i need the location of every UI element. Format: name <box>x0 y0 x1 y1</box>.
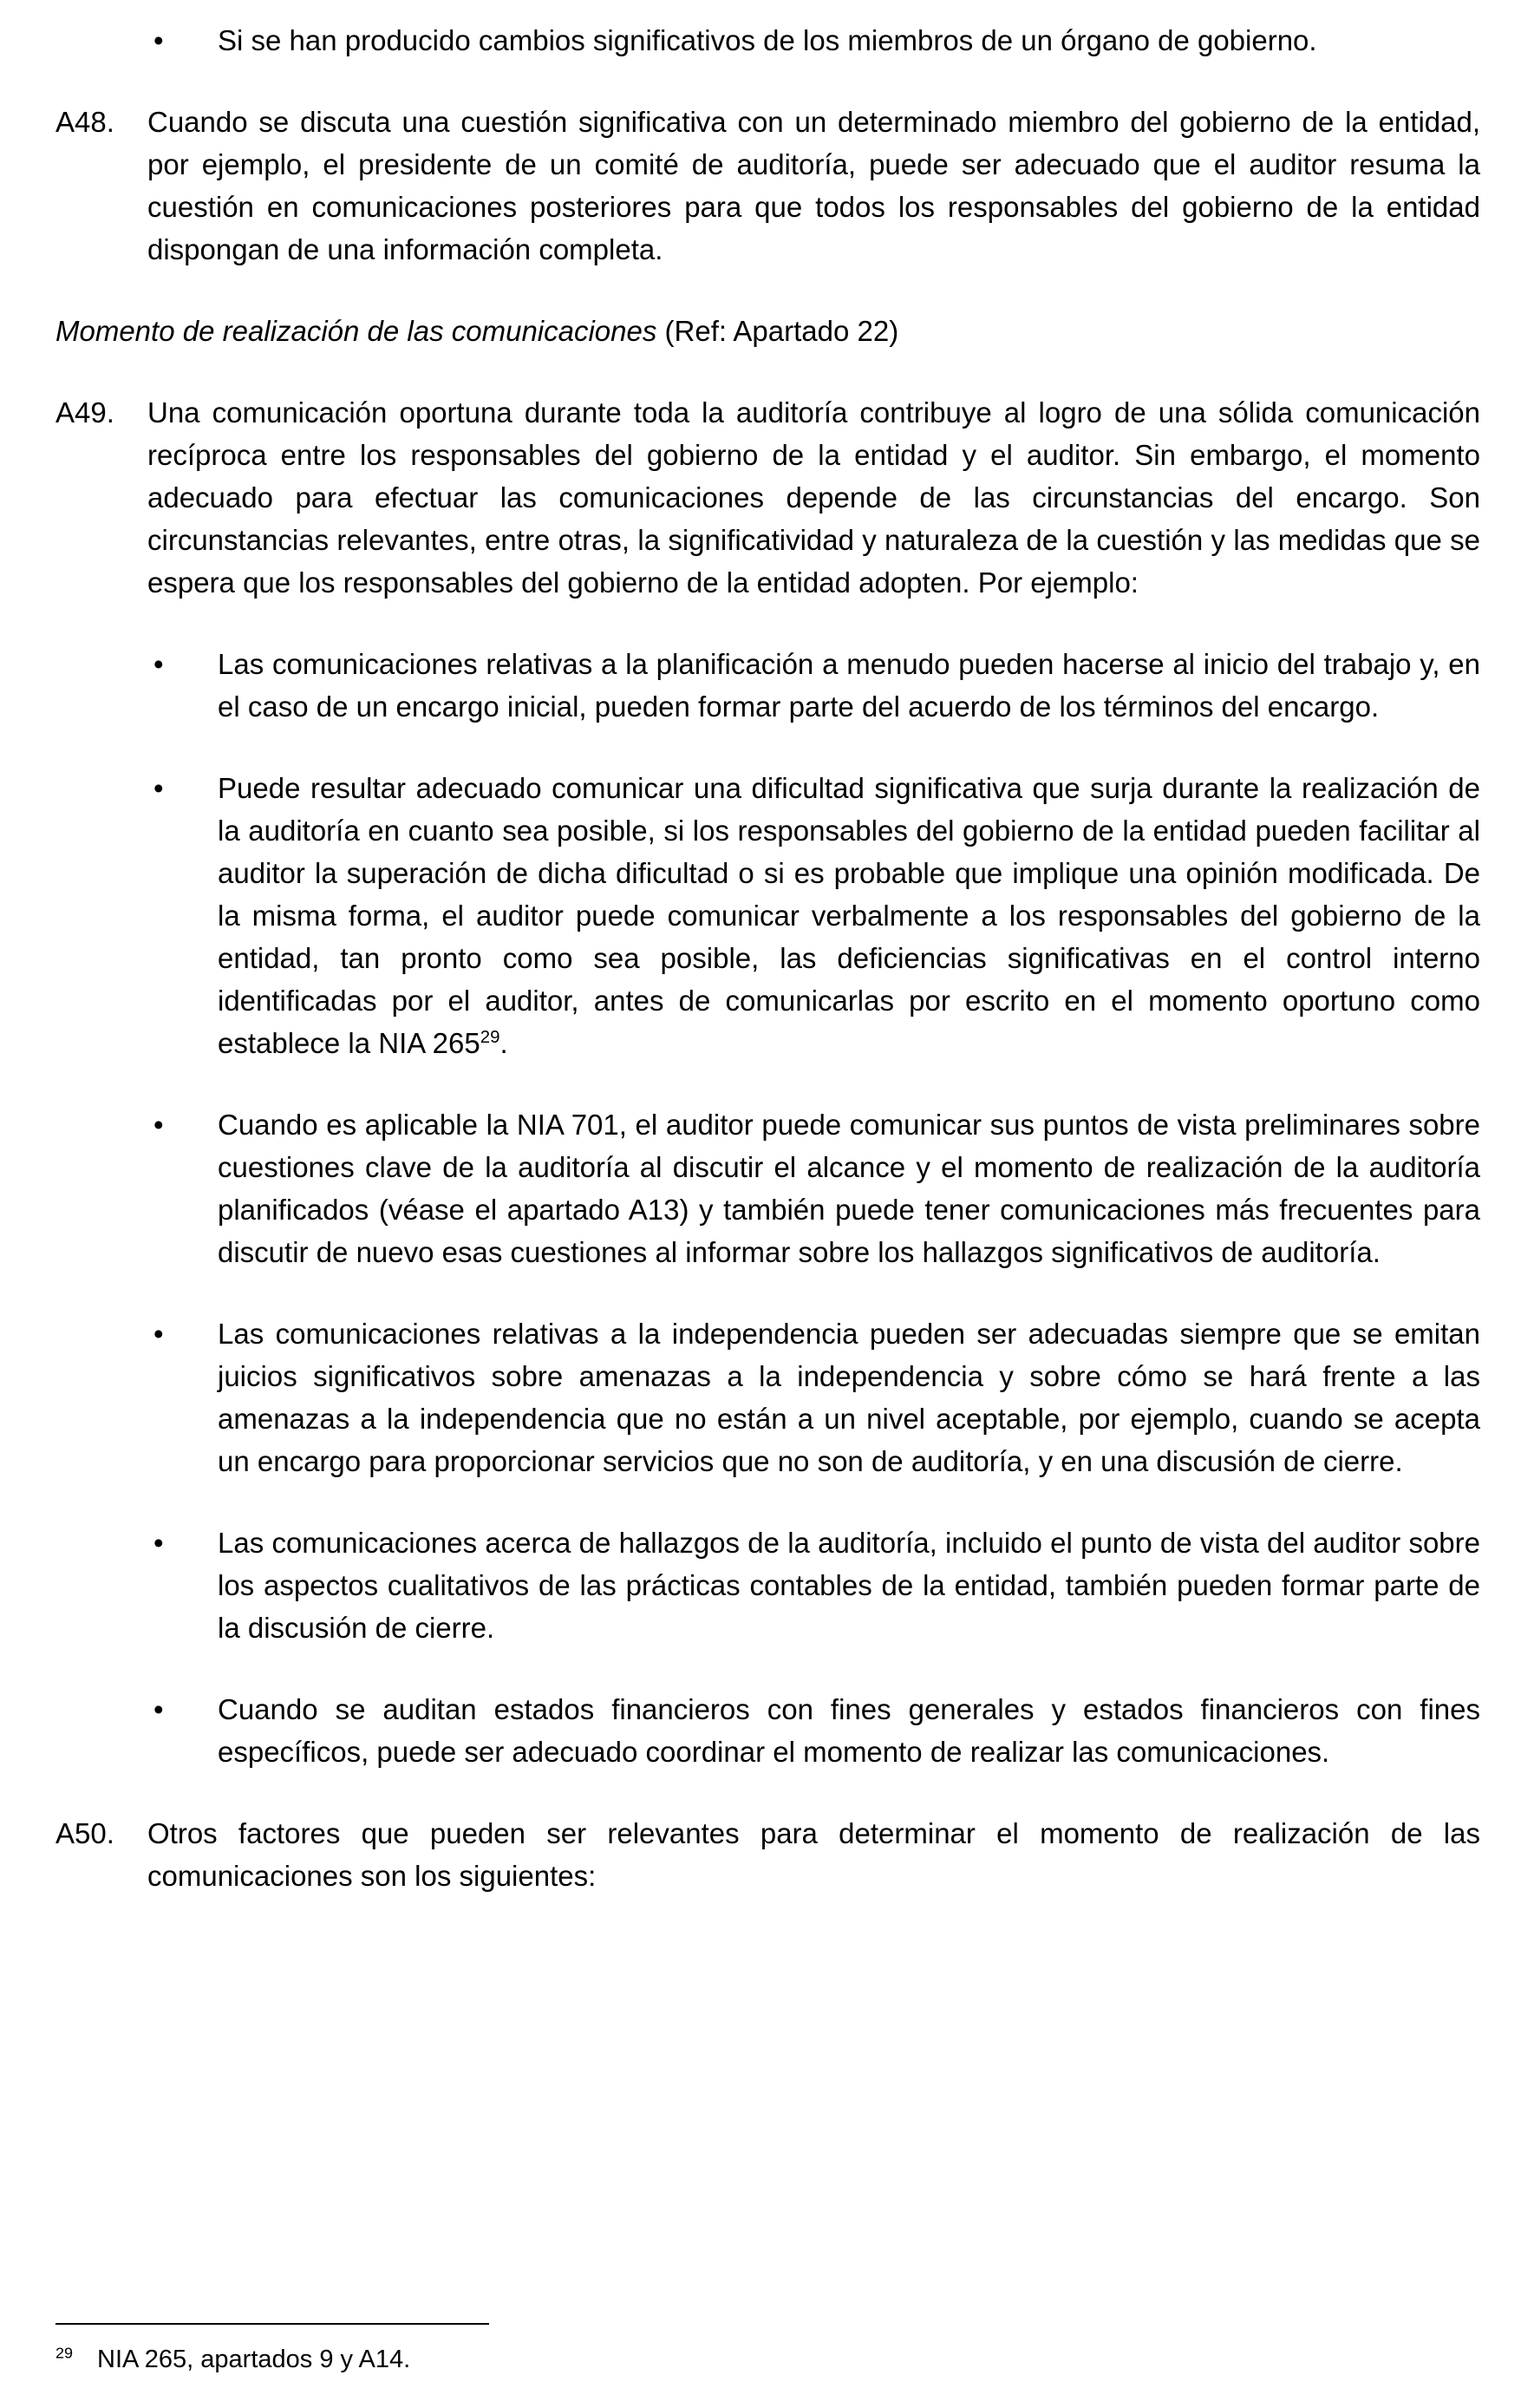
list-item-text: Las comunicaciones relativas a la planificación a menudo pueden hacerse al inicio del trabajo y, en el caso de un encargo inicial, pueden formar parte del acuerdo de los términos del encargo. <box>218 648 1480 723</box>
footnote <box>55 2342 1480 2377</box>
footnote-area <box>55 2323 1480 2377</box>
bullet-marker: • <box>153 24 164 56</box>
bullet-marker: • <box>153 1527 164 1559</box>
page-content <box>55 19 1480 1936</box>
footnote-separator <box>55 2323 489 2325</box>
list-item <box>153 1521 1480 1649</box>
list-item-text: Las comunicaciones relativas a la independencia pueden ser adecuadas siempre que se emitan juicios significativos sobre amenazas a la independencia y sobre cómo se hará frente a las amenazas a la independencia que no están a un nivel aceptable, por ejemplo, cuando se acepta un encargo para proporcionar servicios que no son de auditoría, y en una discusión de cierre. <box>218 1318 1480 1477</box>
paragraph-label: A50. <box>55 1817 114 1849</box>
list-item <box>153 1312 1480 1482</box>
list-item <box>153 1103 1480 1273</box>
paragraph-a49 <box>55 391 1480 604</box>
footnote-reference: 29 <box>480 1027 500 1047</box>
section-subheading <box>55 310 1480 352</box>
list-item-text-before-footnote: Puede resultar adecuado comunicar una dificultad significativa que surja durante la realización de la auditoría en cuanto sea posible, si los responsables del gobierno de la entidad pueden facilitar al auditor la superación de dicha dificultad o si es probable que implique una opinión modificada. De la misma forma, el auditor puede comunicar verbalmente a los responsables del gobierno de la entidad, tan pronto como sea posible, las deficiencias significativas en el control interno identificadas por el auditor, antes de comunicarlas por escrito en el momento oportuno como establece la NIA 265 <box>218 772 1480 1059</box>
bullet-marker: • <box>153 1693 164 1725</box>
bullet-marker: • <box>153 1109 164 1141</box>
paragraph-text: Otros factores que pueden ser relevantes para determinar el momento de realización de las comunicaciones son los siguientes: <box>147 1817 1480 1892</box>
footnote-text: NIA 265, apartados 9 y A14. <box>97 2346 411 2373</box>
footnote-marker: 29 <box>55 2344 73 2362</box>
list-item-text: Las comunicaciones acerca de hallazgos de la auditoría, incluido el punto de vista del auditor sobre los aspectos cualitativos de las prácticas contables de la entidad, también pueden formar parte de la discusión de cierre. <box>218 1527 1480 1644</box>
bullet-marker: • <box>153 772 164 804</box>
paragraph-text: Cuando se discuta una cuestión significativa con un determinado miembro del gobierno de la entidad, por ejemplo, el presidente de un comité de auditoría, puede ser adecuado que el auditor resuma la cuestión en comunicaciones posteriores para que todos los responsables del gobierno de la entidad dispongan de una información completa. <box>147 106 1480 265</box>
bullet-marker: • <box>153 1318 164 1350</box>
paragraph-text: Una comunicación oportuna durante toda la auditoría contribuye al logro de una sólida comunicación recíproca entre los responsables del gobierno de la entidad y el auditor. Sin embargo, el momento adecuado para efectuar las comunicaciones depende de las circunstancias del encargo. Son circunstancias relevantes, entre otras, la significatividad y naturaleza de la cuestión y las medidas que se espera que los responsables del gobierno de la entidad adopten. Por ejemplo: <box>147 396 1480 599</box>
list-item <box>153 643 1480 728</box>
list-item <box>153 767 1480 1064</box>
paragraph-label: A48. <box>55 106 114 138</box>
list-item-text <box>218 767 1480 1064</box>
paragraph-a48 <box>55 101 1480 271</box>
paragraph-label: A49. <box>55 396 114 429</box>
list-item-text: Cuando se auditan estados financieros con fines generales y estados financieros con fines específicos, puede ser adecuado coordinar el momento de realizar las comunicaciones. <box>218 1693 1480 1768</box>
list-item-text-after-footnote: . <box>499 1027 508 1059</box>
list-item-lead <box>153 19 1480 62</box>
list-item-text: Si se han producido cambios significativos de los miembros de un órgano de gobierno. <box>218 24 1317 56</box>
bullet-marker: • <box>153 648 164 680</box>
subheading-reference: (Ref: Apartado 22) <box>656 315 899 347</box>
list-item <box>153 1688 1480 1773</box>
subheading-title: Momento de realización de las comunicaciones <box>55 315 657 347</box>
list-item-text: Cuando es aplicable la NIA 701, el auditor puede comunicar sus puntos de vista preliminares sobre cuestiones clave de la auditoría al discutir el alcance y el momento de realización de la auditoría planificados (véase el apartado A13) y también puede tener comunicaciones más frecuentes para discutir de nuevo esas cuestiones al informar sobre los hallazgos significativos de auditoría. <box>218 1109 1480 1268</box>
paragraph-a50 <box>55 1812 1480 1897</box>
